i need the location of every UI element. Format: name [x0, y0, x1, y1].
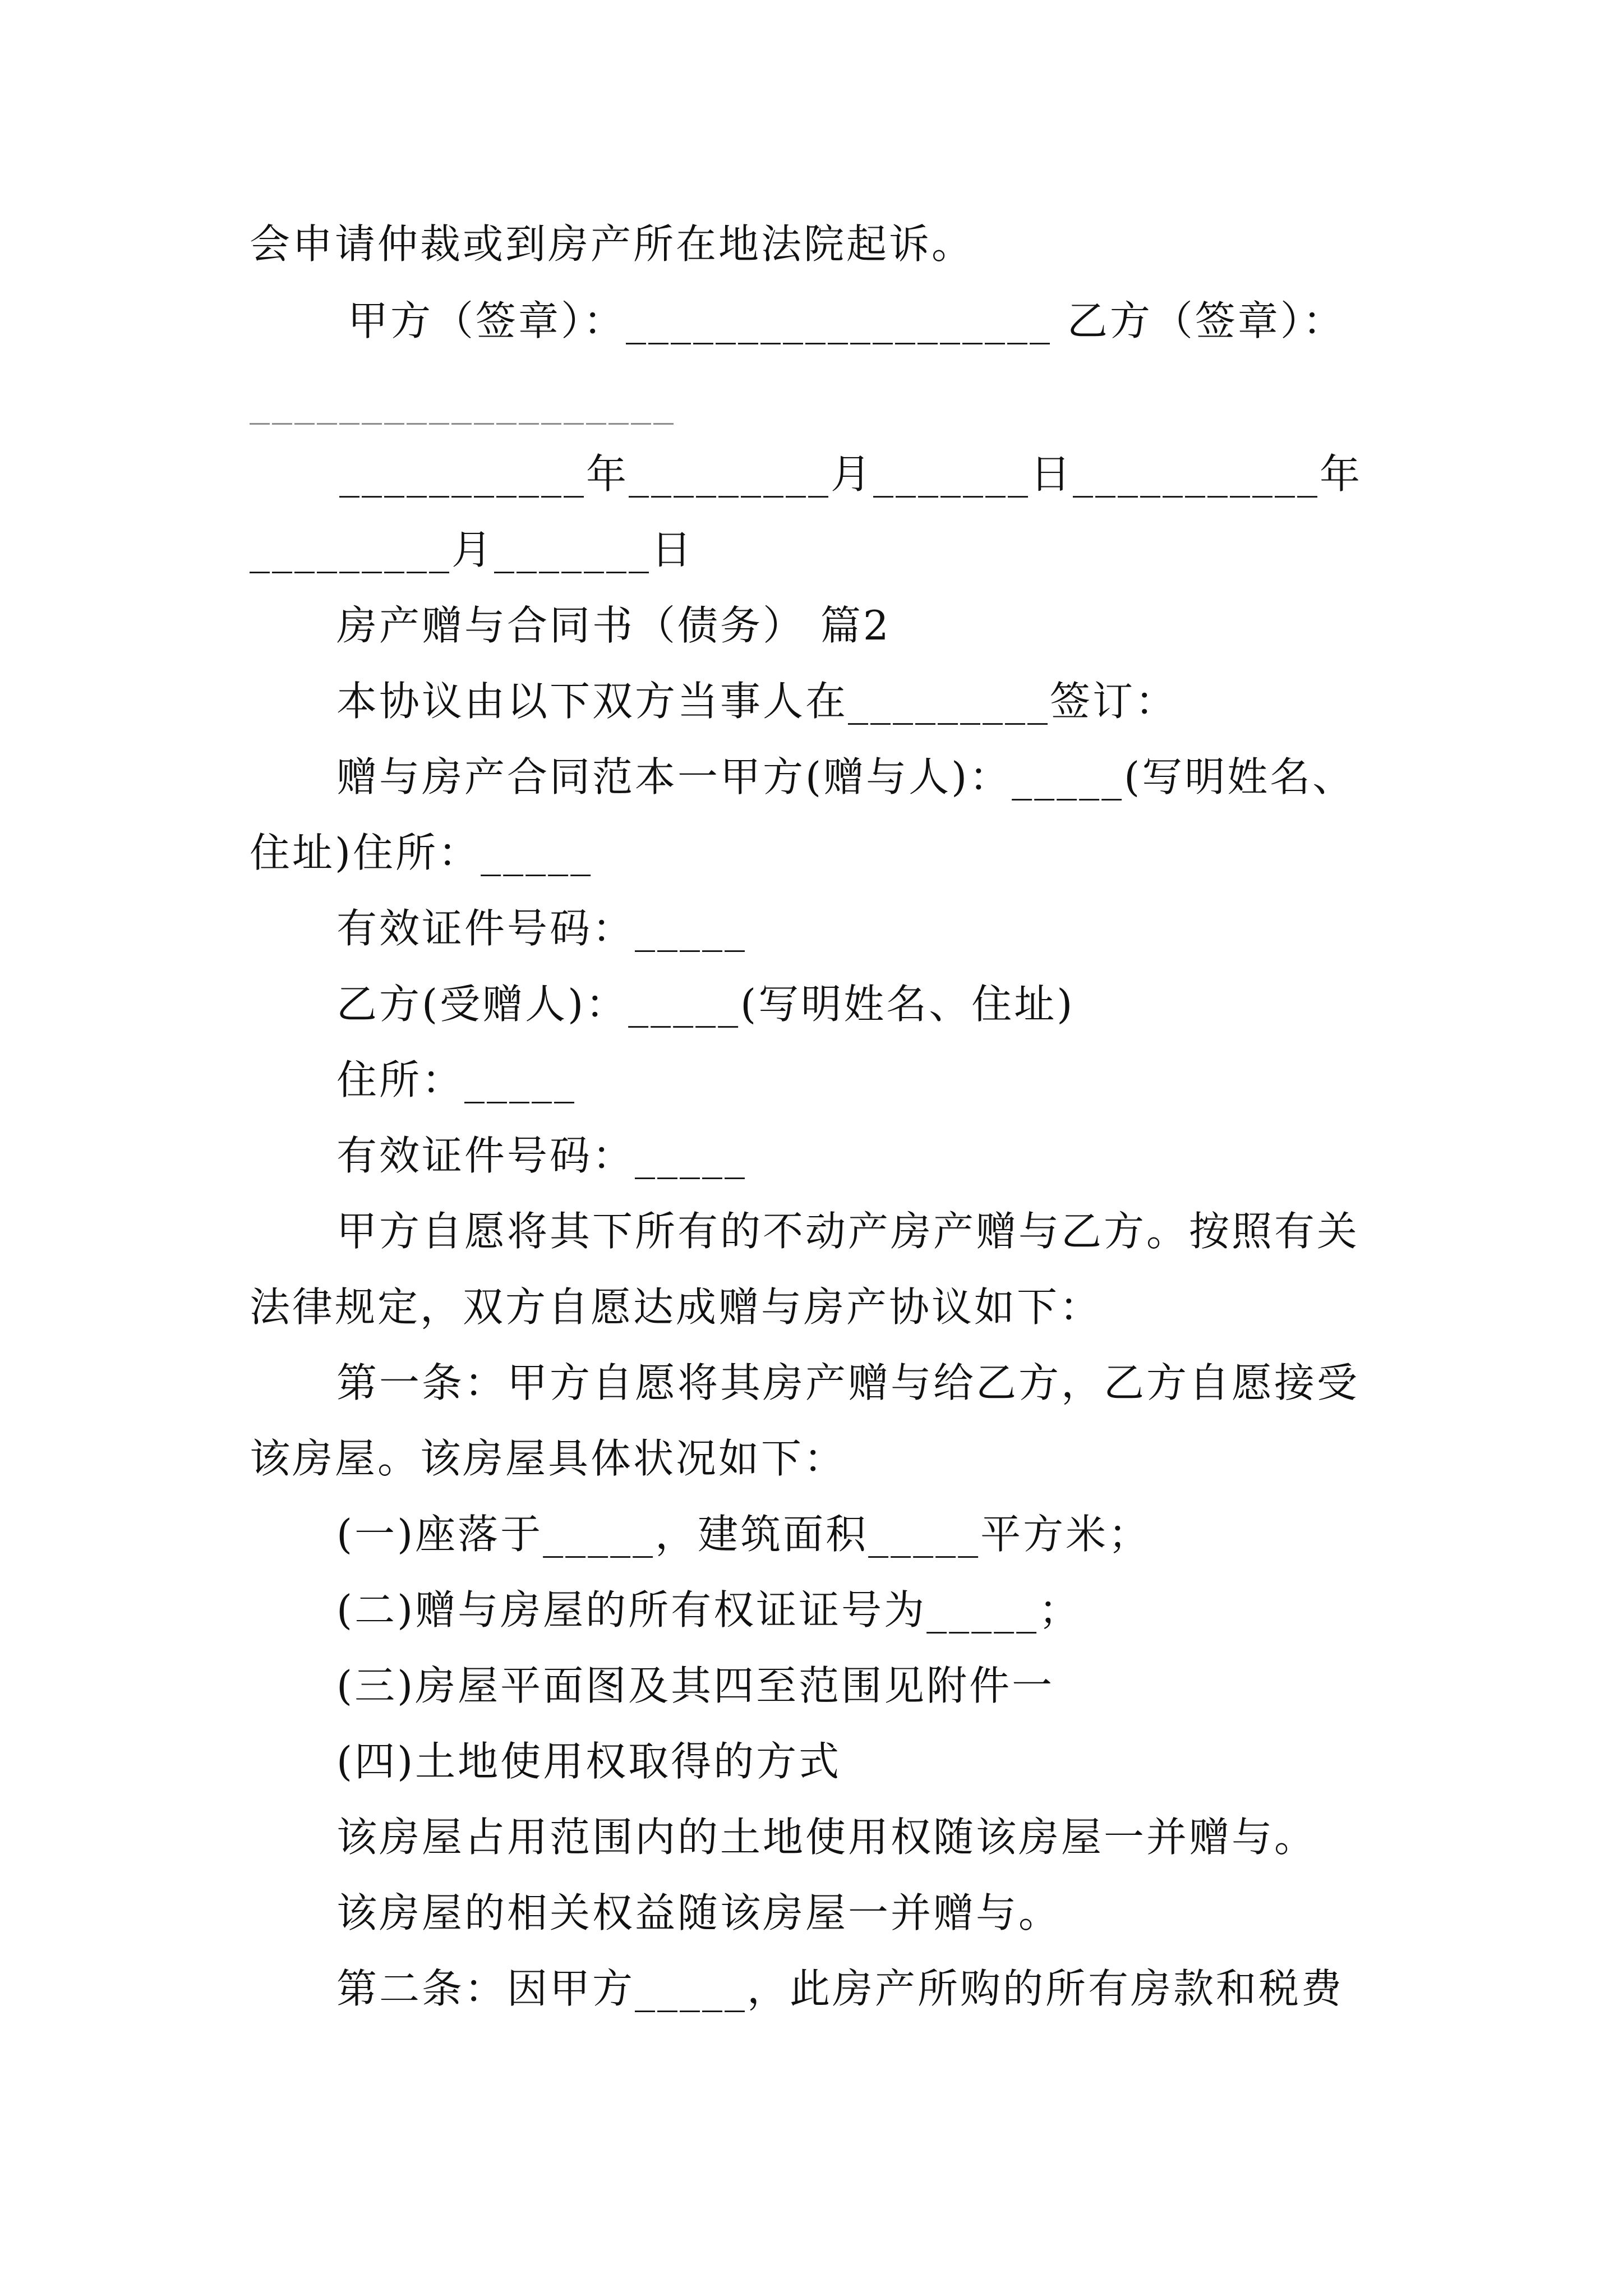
text-line: 该房屋。该房屋具体状况如下： — [250, 1435, 847, 1482]
date-line: ___________年_________月_______日___________年 — [339, 450, 1362, 498]
text-line: (四)土地使用权取得的方式 — [336, 1738, 842, 1785]
text-line: 会申请仲裁或到房产所在地法院起诉。 — [250, 220, 975, 268]
text-line: (一)座落于_____，建筑面积_____平方米； — [336, 1511, 1151, 1558]
text-line: 住所：_____ — [336, 1056, 577, 1103]
text-line: 有效证件号码：_____ — [336, 905, 748, 952]
text-line: 住址)住所：_____ — [250, 829, 593, 876]
text-line: 有效证件号码：_____ — [336, 1132, 748, 1179]
text-line: 赠与房产合同范本一甲方(赠与人)：_____(写明姓名、 — [336, 753, 1355, 800]
text-line: 该房屋占用范围内的土地使用权随该房屋一并赠与。 — [336, 1814, 1317, 1861]
text-line: 乙方(受赠人)：_____(写明姓名、住址) — [336, 981, 1075, 1028]
text-line: 第二条：因甲方_____，此房产所购的所有房款和税费 — [336, 1965, 1344, 2012]
signature-blank: ___________________ — [250, 378, 676, 425]
signature-line: 甲方（签章）：___________________ 乙方（签章）： — [348, 297, 1345, 344]
date-line: _________月_______日 — [250, 526, 694, 573]
text-line: 法律规定，双方自愿达成赠与房产协议如下： — [250, 1283, 1103, 1331]
text-line: 甲方自愿将其下所有的不动产房产赠与乙方。按照有关 — [336, 1208, 1360, 1255]
text-line: 本协议由以下双方当事人在_________签订： — [336, 678, 1178, 725]
text-line: (三)房屋平面图及其四至范围见附件一 — [336, 1662, 1055, 1709]
text-line: 第一条：甲方自愿将其房产赠与给乙方，乙方自愿接受 — [336, 1359, 1360, 1406]
text-line: 该房屋的相关权益随该房屋一并赠与。 — [336, 1889, 1062, 1936]
text-line: (二)赠与房屋的所有权证证号为_____； — [336, 1586, 1082, 1634]
section-heading: 房产赠与合同书（债务） 篇2 — [336, 602, 891, 649]
